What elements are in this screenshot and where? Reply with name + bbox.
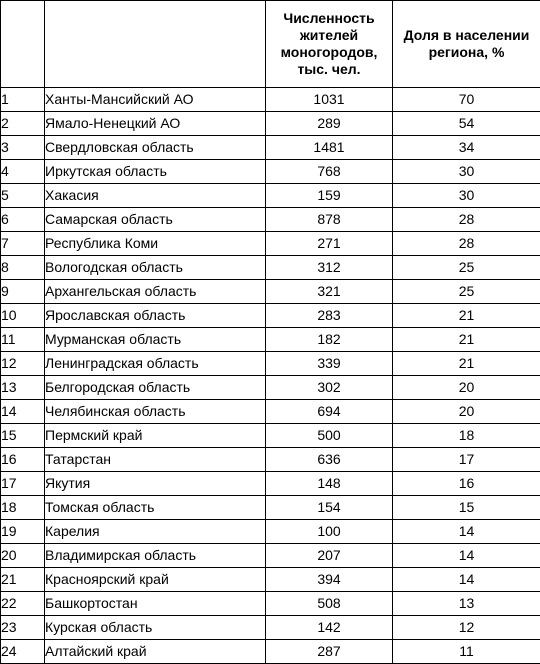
region-name: Карелия bbox=[45, 520, 266, 544]
population-value: 321 bbox=[266, 280, 393, 304]
row-number: 20 bbox=[1, 544, 45, 568]
table-row bbox=[1, 328, 540, 352]
population-value: 289 bbox=[266, 112, 393, 136]
region-name: Челябинская область bbox=[45, 400, 266, 424]
row-number: 16 bbox=[1, 448, 45, 472]
share-value: 21 bbox=[393, 328, 540, 352]
population-value: 878 bbox=[266, 208, 393, 232]
region-name: Красноярский край bbox=[45, 568, 266, 592]
population-value: 154 bbox=[266, 496, 393, 520]
row-number: 24 bbox=[1, 640, 45, 664]
population-value: 182 bbox=[266, 328, 393, 352]
region-name: Ленинградская область bbox=[45, 352, 266, 376]
share-value: 20 bbox=[393, 400, 540, 424]
table-row bbox=[1, 544, 540, 568]
share-value: 54 bbox=[393, 112, 540, 136]
share-value: 11 bbox=[393, 640, 540, 664]
share-value: 18 bbox=[393, 424, 540, 448]
region-name: Республика Коми bbox=[45, 232, 266, 256]
share-value: 17 bbox=[393, 448, 540, 472]
row-number: 22 bbox=[1, 592, 45, 616]
region-name: Томская область bbox=[45, 496, 266, 520]
population-value: 508 bbox=[266, 592, 393, 616]
header-number bbox=[1, 1, 45, 88]
table-row bbox=[1, 160, 540, 184]
population-value: 500 bbox=[266, 424, 393, 448]
table-row bbox=[1, 520, 540, 544]
row-number: 3 bbox=[1, 136, 45, 160]
region-name: Владимирская область bbox=[45, 544, 266, 568]
population-value: 302 bbox=[266, 376, 393, 400]
row-number: 17 bbox=[1, 472, 45, 496]
header-region bbox=[45, 1, 266, 88]
share-value: 16 bbox=[393, 472, 540, 496]
table-row bbox=[1, 472, 540, 496]
population-value: 207 bbox=[266, 544, 393, 568]
share-value: 25 bbox=[393, 256, 540, 280]
share-value: 70 bbox=[393, 88, 540, 112]
header-share: Доля в населении региона, % bbox=[393, 1, 540, 88]
region-name: Свердловская область bbox=[45, 136, 266, 160]
row-number: 14 bbox=[1, 400, 45, 424]
share-value: 21 bbox=[393, 304, 540, 328]
table-row bbox=[1, 208, 540, 232]
share-value: 30 bbox=[393, 184, 540, 208]
table-row bbox=[1, 352, 540, 376]
region-name: Самарская область bbox=[45, 208, 266, 232]
row-number: 12 bbox=[1, 352, 45, 376]
row-number: 13 bbox=[1, 376, 45, 400]
population-value: 100 bbox=[266, 520, 393, 544]
population-value: 283 bbox=[266, 304, 393, 328]
row-number: 11 bbox=[1, 328, 45, 352]
row-number: 21 bbox=[1, 568, 45, 592]
region-name: Пермский край bbox=[45, 424, 266, 448]
row-number: 19 bbox=[1, 520, 45, 544]
region-name: Ямало-Ненецкий АО bbox=[45, 112, 266, 136]
table-row bbox=[1, 88, 540, 112]
share-value: 14 bbox=[393, 520, 540, 544]
header-population: Численность жителей моногородов, тыс. чел. bbox=[266, 1, 393, 88]
share-value: 20 bbox=[393, 376, 540, 400]
population-value: 394 bbox=[266, 568, 393, 592]
population-value: 1031 bbox=[266, 88, 393, 112]
region-name: Белгородская область bbox=[45, 376, 266, 400]
row-number: 1 bbox=[1, 88, 45, 112]
row-number: 10 bbox=[1, 304, 45, 328]
row-number: 6 bbox=[1, 208, 45, 232]
table-row bbox=[1, 136, 540, 160]
population-value: 636 bbox=[266, 448, 393, 472]
table-row bbox=[1, 448, 540, 472]
region-name: Якутия bbox=[45, 472, 266, 496]
table-row bbox=[1, 256, 540, 280]
header-row bbox=[1, 1, 540, 88]
region-name: Алтайский край bbox=[45, 640, 266, 664]
region-name: Ханты-Мансийский АО bbox=[45, 88, 266, 112]
region-name: Вологодская область bbox=[45, 256, 266, 280]
population-value: 768 bbox=[266, 160, 393, 184]
region-name: Иркутская область bbox=[45, 160, 266, 184]
share-value: 28 bbox=[393, 208, 540, 232]
share-value: 34 bbox=[393, 136, 540, 160]
share-value: 14 bbox=[393, 568, 540, 592]
region-name: Мурманская область bbox=[45, 328, 266, 352]
table-body bbox=[1, 88, 540, 664]
table-row bbox=[1, 280, 540, 304]
table-row bbox=[1, 376, 540, 400]
table-row bbox=[1, 304, 540, 328]
share-value: 25 bbox=[393, 280, 540, 304]
table-row bbox=[1, 424, 540, 448]
population-value: 148 bbox=[266, 472, 393, 496]
row-number: 18 bbox=[1, 496, 45, 520]
population-value: 339 bbox=[266, 352, 393, 376]
share-value: 21 bbox=[393, 352, 540, 376]
table-row bbox=[1, 232, 540, 256]
population-value: 142 bbox=[266, 616, 393, 640]
population-value: 1481 bbox=[266, 136, 393, 160]
population-value: 287 bbox=[266, 640, 393, 664]
region-name: Курская область bbox=[45, 616, 266, 640]
row-number: 2 bbox=[1, 112, 45, 136]
row-number: 15 bbox=[1, 424, 45, 448]
population-value: 159 bbox=[266, 184, 393, 208]
share-value: 14 bbox=[393, 544, 540, 568]
table-row bbox=[1, 592, 540, 616]
share-value: 13 bbox=[393, 592, 540, 616]
table-row bbox=[1, 568, 540, 592]
region-name: Татарстан bbox=[45, 448, 266, 472]
row-number: 4 bbox=[1, 160, 45, 184]
table-row bbox=[1, 184, 540, 208]
table-row bbox=[1, 112, 540, 136]
table-row bbox=[1, 640, 540, 664]
population-value: 312 bbox=[266, 256, 393, 280]
region-name: Хакасия bbox=[45, 184, 266, 208]
table-row bbox=[1, 496, 540, 520]
row-number: 8 bbox=[1, 256, 45, 280]
share-value: 15 bbox=[393, 496, 540, 520]
share-value: 28 bbox=[393, 232, 540, 256]
population-value: 271 bbox=[266, 232, 393, 256]
row-number: 5 bbox=[1, 184, 45, 208]
region-name: Ярославская область bbox=[45, 304, 266, 328]
row-number: 23 bbox=[1, 616, 45, 640]
table-row bbox=[1, 616, 540, 640]
row-number: 9 bbox=[1, 280, 45, 304]
share-value: 30 bbox=[393, 160, 540, 184]
table-row bbox=[1, 400, 540, 424]
row-number: 7 bbox=[1, 232, 45, 256]
population-value: 694 bbox=[266, 400, 393, 424]
share-value: 12 bbox=[393, 616, 540, 640]
region-name: Архангельская область bbox=[45, 280, 266, 304]
region-name: Башкортостан bbox=[45, 592, 266, 616]
